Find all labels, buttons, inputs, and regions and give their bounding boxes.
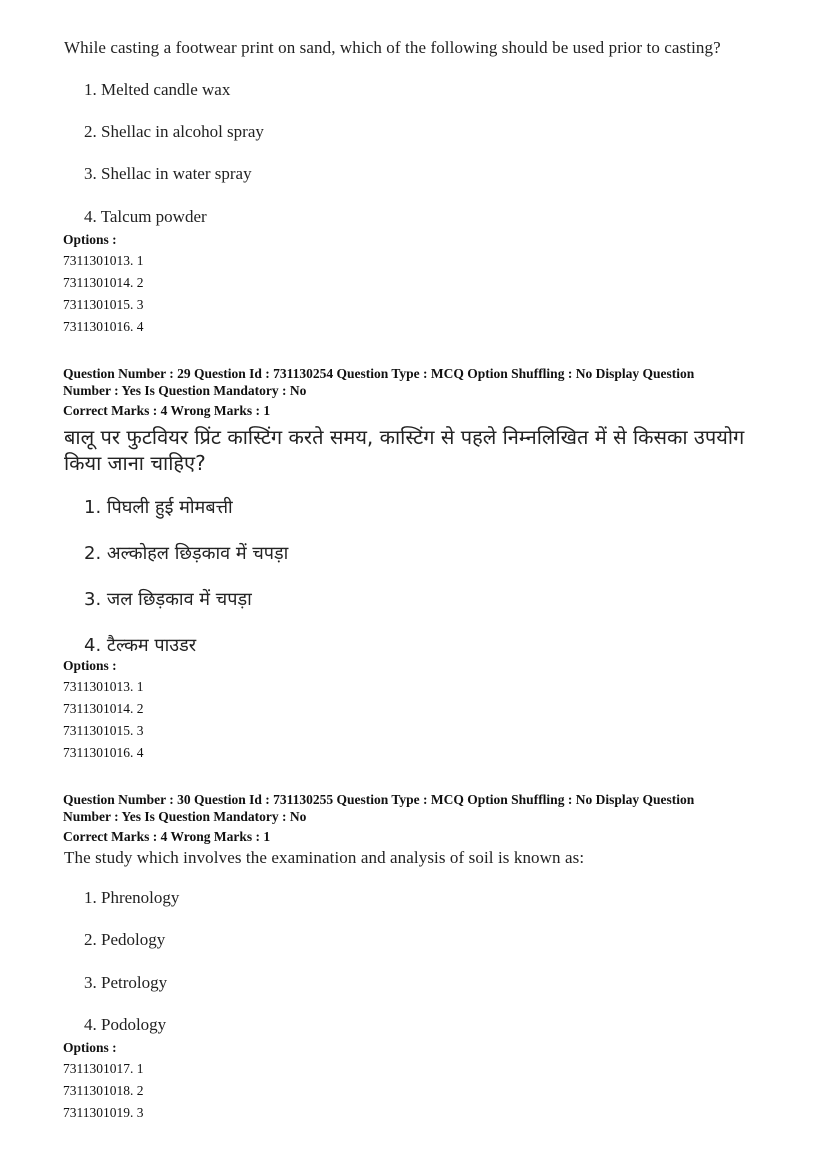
choice-3: 3. Shellac in water spray — [84, 164, 252, 183]
option-id-row: 7311301016. 4 — [63, 745, 144, 760]
option-id-row: 7311301015. 3 — [63, 723, 144, 738]
choice-1: 1. पिघली हुई मोमबत्ती — [84, 497, 233, 518]
choice-4: 4. Podology — [84, 1015, 167, 1034]
option-id-row: 7311301017. 1 — [63, 1061, 144, 1076]
option-id-row: 7311301018. 2 — [63, 1083, 144, 1098]
choice-3: 3. Petrology — [84, 973, 168, 992]
question-marks: Correct Marks : 4 Wrong Marks : 1 — [63, 829, 271, 844]
question-marks: Correct Marks : 4 Wrong Marks : 1 — [63, 403, 271, 418]
choice-4: 4. टैल्कम पाउडर — [84, 635, 197, 656]
question-meta-line1: Question Number : 30 Question Id : 731130255 Question Type : MCQ Option Shuffling : No Display Question — [63, 792, 695, 807]
options-label: Options : — [63, 1040, 117, 1055]
question-text: While casting a footwear print on sand, which of the following should be used prior to casting? — [64, 38, 721, 57]
options-label: Options : — [63, 232, 117, 247]
question-text-hindi: बालू पर फुटवियर प्रिंट कास्टिंग करते समय, कास्टिंग से पहले निम्नलिखित में से किसका उपयोग किया जाना चाहिए? — [64, 425, 745, 475]
choice-1: 1. Melted candle wax — [84, 80, 231, 99]
question-meta-line2: Number : Yes Is Question Mandatory : No — [63, 383, 307, 398]
option-id-row: 7311301019. 3 — [63, 1105, 144, 1120]
options-label: Options : — [63, 658, 117, 673]
choice-2: 2. Shellac in alcohol spray — [84, 122, 264, 141]
option-id-row: 7311301014. 2 — [63, 701, 144, 716]
choice-4: 4. Talcum powder — [84, 207, 207, 226]
question-meta-line1: Question Number : 29 Question Id : 731130254 Question Type : MCQ Option Shuffling : No Display Question — [63, 366, 695, 381]
choice-1: 1. Phrenology — [84, 888, 180, 907]
option-id-row: 7311301013. 1 — [63, 253, 144, 268]
option-id-row: 7311301016. 4 — [63, 319, 144, 334]
choice-2: 2. Pedology — [84, 930, 166, 949]
question-meta-line2: Number : Yes Is Question Mandatory : No — [63, 809, 307, 824]
option-id-row: 7311301014. 2 — [63, 275, 144, 290]
choice-2: 2. अल्कोहल छिड़काव में चपड़ा — [84, 543, 289, 564]
choice-3: 3. जल छिड़काव में चपड़ा — [84, 589, 252, 610]
option-id-row: 7311301013. 1 — [63, 679, 144, 694]
question-text: The study which involves the examination and analysis of soil is known as: — [64, 848, 585, 867]
option-id-row: 7311301015. 3 — [63, 297, 144, 312]
